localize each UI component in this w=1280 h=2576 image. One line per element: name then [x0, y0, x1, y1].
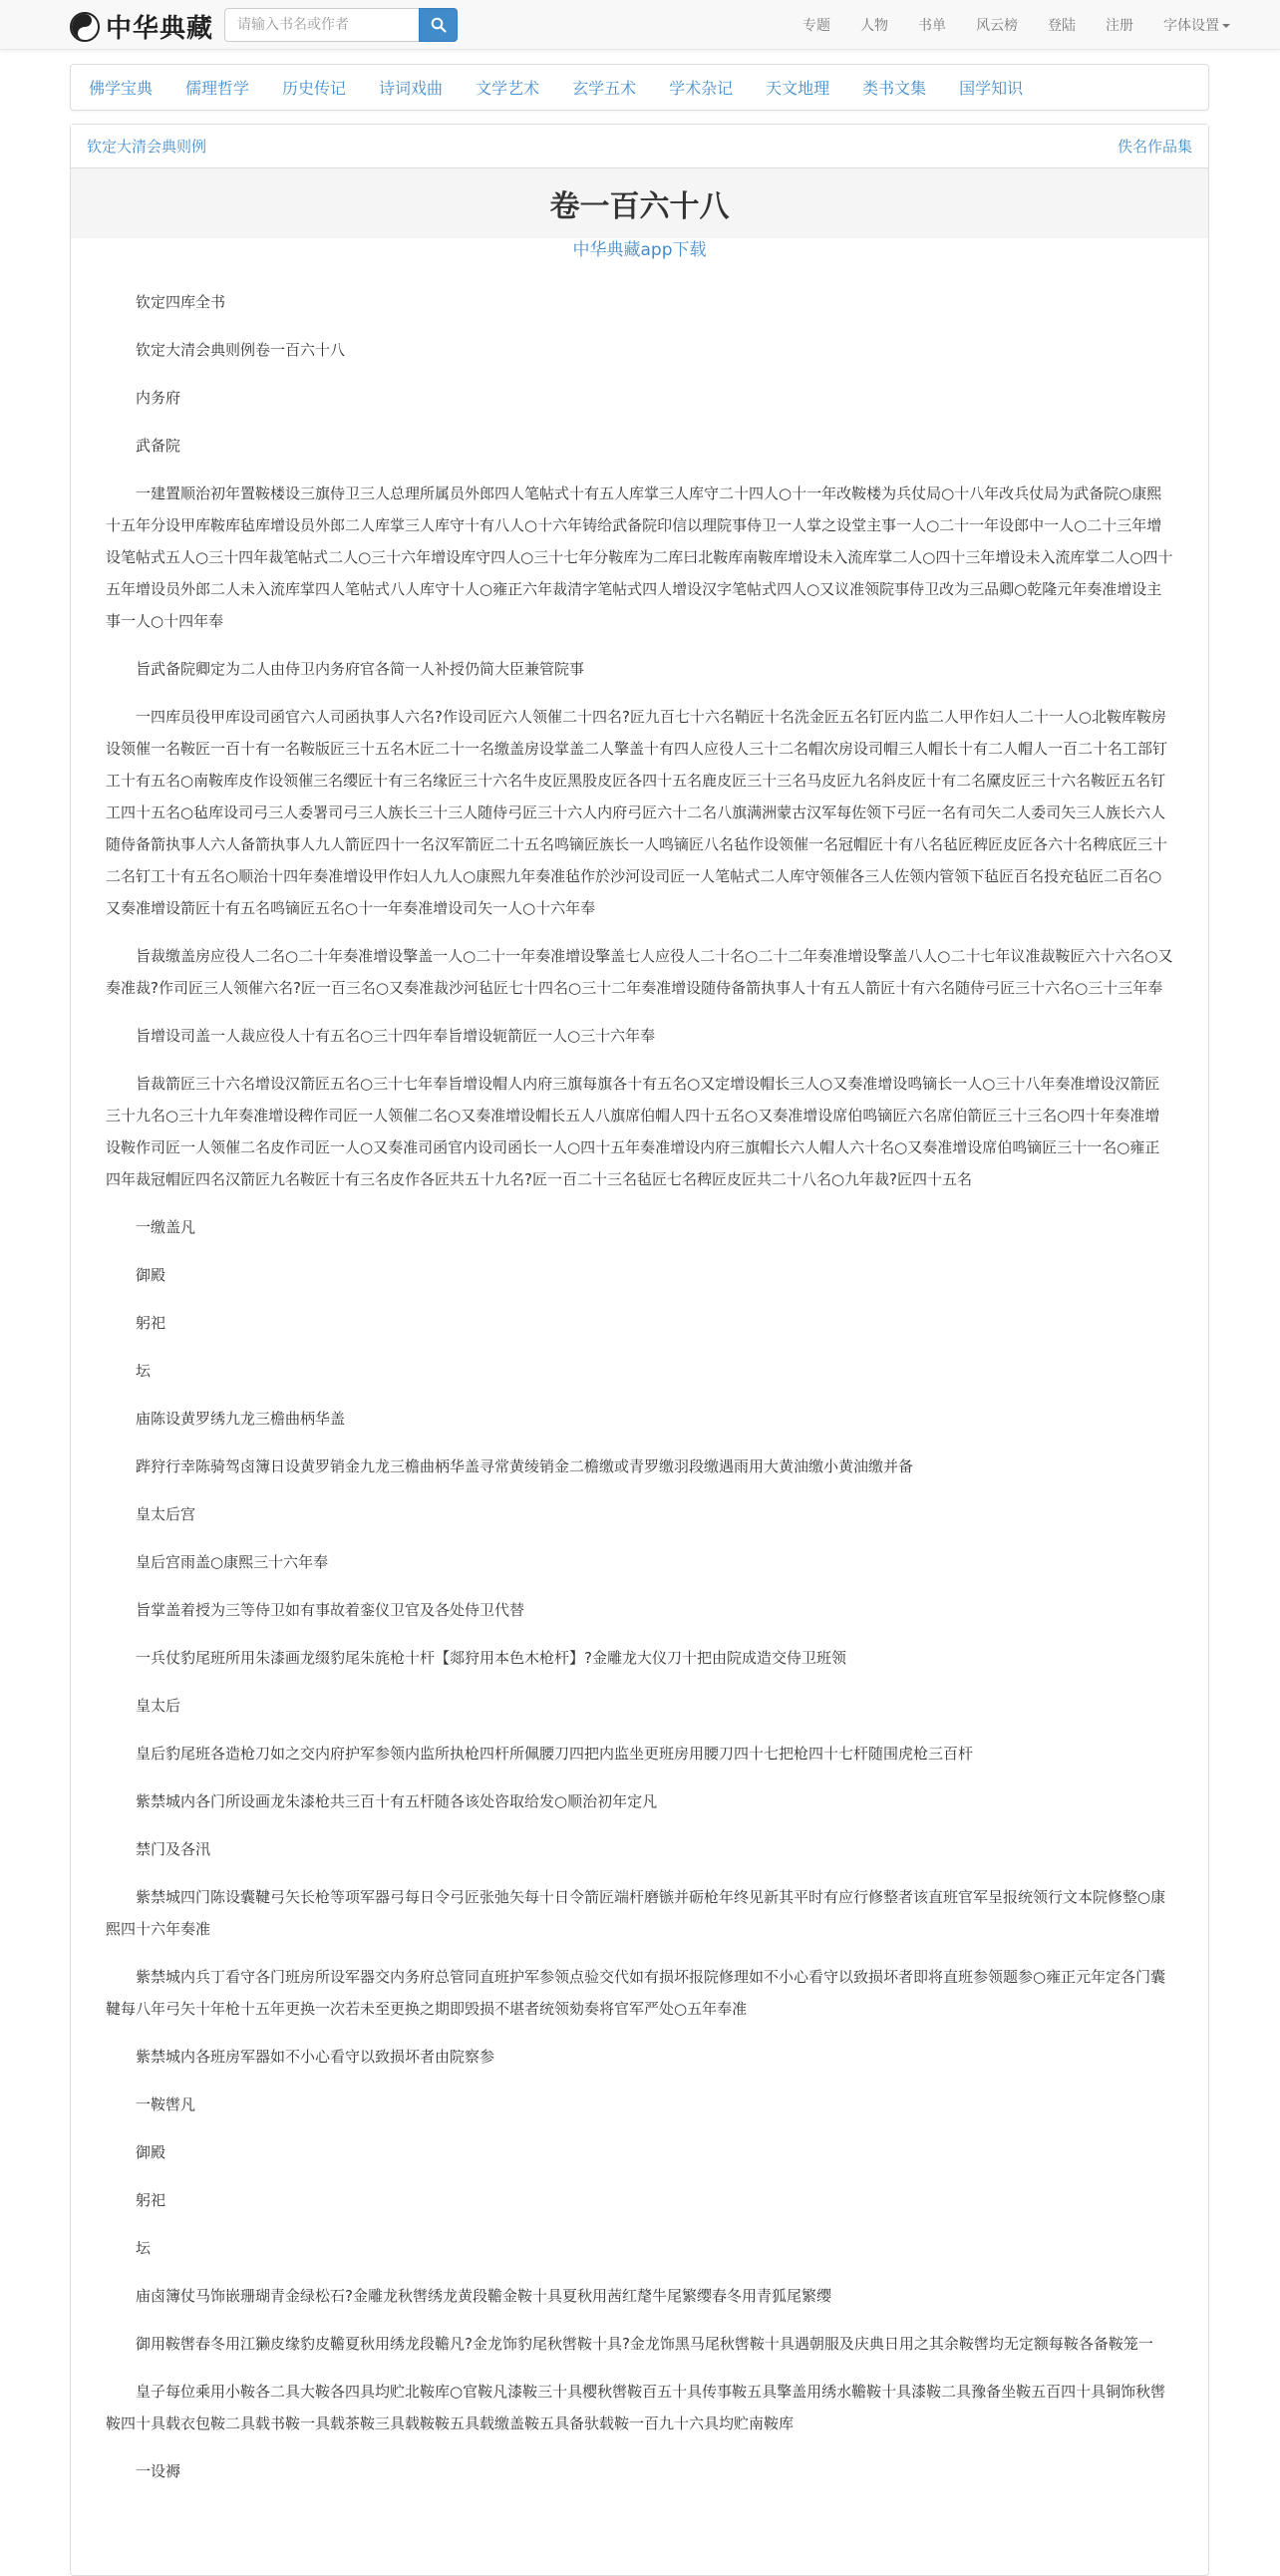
category-link[interactable]: 学术杂记 — [669, 79, 734, 98]
content-paragraph: 旨增设司盖一人裁应役人十有五名○三十四年奉旨增设轭箭匠一人○三十六年奉 — [136, 1027, 656, 1045]
search-button[interactable] — [419, 8, 458, 42]
content-paragraph: 皇太后 — [136, 1697, 181, 1715]
content-paragraph: 皇子每位乘用小鞍各二具大鞍各四具均贮北鞍库○官鞍凡漆鞍三十具樱秋辔鞍百五十具传事鞍五具擎盖用绣水韂鞍十具漆鞍二具豫备坐鞍五百四十具铜饰秋辔鞍四十具载衣包鞍二具载书鞍一具载茶鞍三具载鞍鞍五具载缴盖鞍五具备驮载鞍一百九十六具均贮南鞍库 — [106, 2383, 1166, 2432]
breadcrumb — [71, 125, 1208, 168]
content-paragraph: 一鞍辔凡 — [136, 2095, 196, 2113]
content-paragraph: 紫禁城内兵丁看守各门班房所设军器交内务府总管同直班护军参领点验交代如有损坏报院修理如不小心看守以致损坏者即将直班参领题参○雍正元年定各门囊鞬每八年弓矢十年枪十五年更换一次若未至更换之期即毁损不堪者统领劾奏将官军严处○五年奉准 — [106, 1968, 1166, 2018]
content-paragraph: 钦定四库全书 — [136, 293, 226, 311]
content-paragraph: 紫禁城内各门所设画龙朱漆枪共三百十有五杆随各该处咨取给发○顺治初年定凡 — [136, 1792, 658, 1810]
font-settings-dropdown[interactable] — [1163, 15, 1230, 35]
content-paragraph: 旨裁箭匠三十六名增设汉箭匠五名○三十七年奉旨增设帽人内府三旗每旗各十有五名○又定增设帽长三人○又奏准增设鸣镝长一人○三十八年奏准增设汉箭匠三十九名○三十九年奏准增设稗作司匠一人领催二名○又奏准增设帽长五人八旗席伯帽人四十五名○又奏准增设席伯鸣镝匠六名席伯箭匠三十三名○四十年奏准增设鞍作司匠一人领催二名皮作司匠一人○又奏准司函官内设司函长一人○四十五年奏准增设内府三旗帽长六人帽人六十名○又奏准增设席伯鸣镝匠三十一名○雍正四年裁冠帽匠四名汉箭匠九名鞍匠十有三名皮作各匠共五十九名?匠一百二十三名毡匠七名稗匠皮匠共二十八名○九年裁?匠四十五名 — [106, 1075, 1160, 1188]
content-paragraph: 武备院 — [136, 437, 181, 455]
content-paragraph: 紫禁城内各班房军器如不小心看守以致损坏者由院察参 — [136, 2048, 495, 2066]
category-link[interactable]: 玄学五术 — [572, 79, 637, 98]
caret-down-icon — [1222, 24, 1230, 28]
font-settings-label: 字体设置 — [1163, 18, 1219, 34]
app-download-link[interactable]: 中华典藏app下载 — [71, 238, 1208, 262]
content-paragraph: 一兵仗豹尾班所用朱漆画龙缀豹尾朱旄枪十杆【郯狩用本色木枪杆】?金雕龙大仪刀十把由院成造交侍卫班领 — [136, 1649, 846, 1667]
content-paragraph: 躬祀 — [136, 1314, 166, 1332]
content-paragraph: 紫禁城四门陈设囊鞬弓矢长枪等项军器弓每日令弓匠张弛矢每十日令箭匠端杆磨镞并砺枪年终见新其平时有应行修整者该直班官军呈报统领行文本院修整○康熙四十六年奏准 — [106, 1888, 1166, 1938]
nav-register[interactable]: 注册 — [1106, 18, 1133, 34]
search-icon — [431, 17, 447, 33]
site-logo[interactable] — [70, 8, 213, 45]
category-link[interactable]: 儒理哲学 — [185, 79, 250, 98]
chapter-title: 卷一百六十八 — [549, 189, 730, 224]
content-paragraph: 一四库员役甲库设司函官六人司函执事人六名?作设司匠六人领催二十四名?匠九百七十六名鞘匠十名洗金匠五名钉匠内监二人甲作妇人二十一人○北鞍库鞍房设领催一名鞍匠一百十有一名鞍版匠三十五名木匠二十一名缴盖房设掌盖二人擎盖十有四人应役人三十二名帽次房设司帽三人帽长十有二人帽人一百二十名工部钉工十有五名○南鞍库皮作设领催三名缨匠十有三名缘匠三十六名牛皮匠黑股皮匠各四十五名鹿皮匠三十三名马皮匠九名斜皮匠十有二名黡皮匠三十六名鞍匠五名钉工四十五名○毡库设司弓三人委署司弓三人族长三十三人随侍弓匠三十六人内府弓匠六十二名八旗满洲蒙古汉军每佐领下弓匠一名有司矢二人委司矢三人族长六人随侍备箭执事人六人备箭执事人九人箭匠四十一名汉军箭匠二十五名鸣镝匠族长一人鸣镝匠八名毡作设领催一名冠帽匠十有八名毡匠稗匠皮匠各六十名稗底匠三十二名钉工十有五名○顺治十四年奏准增设甲作妇人九人○康熙九年奏准毡作於沙河设司匠一人笔帖式二人库守领催各三人佐领内管领下毡匠百名投充毡匠二百名○又奏准增设箭匠十有五名鸣镝匠五名○十一年奏准增设司矢一人○十六年奉 — [106, 708, 1168, 917]
content-paragraph: 御殿 — [136, 2143, 166, 2161]
book-link[interactable]: 钦定大清会典则例 — [87, 138, 207, 156]
content-paragraph: 一建置顺治初年置鞍楼设三旗侍卫三人总理所属员外郎四人笔帖式十有五人库掌三人库守二十四人○十一年改鞍楼为兵仗局○十八年改兵仗局为武备院○康熙十五年分设甲库鞍库毡库增设员外郎二人库掌三人库守十有八人○十六年铸给武备院印信以理院事侍卫一人掌之设堂主事一人○二十一年设郎中一人○二十三年增设笔帖式五人○三十四年裁笔帖式二人○三十六年增设库守四人○三十七年分鞍库为二库曰北鞍库南鞍库增设未入流库掌二人○四十三年增设未入流库掌二人○四十五年增设员外郎二人未入流库掌四人笔帖式八人库守十人○雍正六年裁清字笔帖式四人增设汉字笔帖式四人○又议准领院事侍卫改为三品卿○乾隆元年奏准增设主事一人○十四年奉 — [106, 484, 1173, 630]
content-paragraph: 庙陈设黄罗绣九龙三檐曲柄华盖 — [136, 1410, 346, 1428]
top-navbar — [0, 0, 1280, 50]
category-link[interactable]: 诗词戏曲 — [379, 79, 444, 98]
nav-links — [773, 0, 1230, 50]
author-link[interactable]: 佚名作品集 — [1117, 138, 1192, 156]
site-name: 中华典藏 — [106, 14, 214, 44]
content-paragraph: 旨掌盖着授为三等侍卫如有事故着銮仪卫官及各处侍卫代替 — [136, 1601, 525, 1619]
yin-yang-icon — [70, 12, 100, 42]
search-input[interactable] — [224, 8, 419, 42]
category-link[interactable]: 佛学宝典 — [89, 79, 154, 98]
content-paragraph: 坛 — [136, 2239, 152, 2257]
title-area — [71, 168, 1208, 238]
chapter-panel — [70, 124, 1209, 2576]
content-paragraph: 钦定大清会典则例卷一百六十八 — [136, 341, 346, 359]
content-paragraph: 跸狩行幸陈骑驾卤簿日设黄罗销金九龙三檐曲柄华盖寻常黄绫销金二檐缴或青罗缴羽段缴遇雨用大黄油缴小黄油缴并备 — [136, 1457, 914, 1475]
content-paragraph: 禁门及各汛 — [136, 1840, 211, 1858]
content-paragraph: 皇后宫雨盖○康熙三十六年奉 — [136, 1553, 329, 1571]
content-paragraph: 坛 — [136, 1362, 152, 1380]
category-link[interactable]: 国学知识 — [959, 79, 1024, 98]
nav-rankings[interactable]: 风云榜 — [976, 18, 1018, 34]
content-paragraph: 旨武备院卿定为二人由侍卫内务府官各简一人补授仍简大臣兼管院事 — [136, 660, 585, 678]
content-paragraph: 一设褥 — [136, 2462, 181, 2480]
nav-booklists[interactable]: 书单 — [918, 18, 946, 34]
category-link[interactable]: 类书文集 — [862, 79, 927, 98]
content-paragraph: 庙卤簿仗马饰嵌珊瑚青金绿松石?金雕龙秋辔绣龙黄段韂金鞍十具夏秋用茜红氂牛尾繁缨春冬用青狐尾繁缨 — [136, 2287, 831, 2305]
category-link[interactable]: 天文地理 — [766, 79, 830, 98]
chapter-content — [71, 262, 1208, 2487]
content-paragraph: 内务府 — [136, 389, 181, 407]
content-paragraph: 御殿 — [136, 1266, 166, 1284]
content-paragraph: 御用鞍辔春冬用江獭皮缘豹皮韂夏秋用绣龙段韂凡?金龙饰豹尾秋辔鞍十具?金龙饰黑马尾秋辔鞍十具遇朝服及庆典日用之其余鞍辔均无定额每鞍各备鞍笼一 — [136, 2335, 1153, 2353]
category-link[interactable]: 文学艺术 — [476, 79, 540, 98]
content-paragraph: 一缴盖凡 — [136, 1218, 196, 1236]
nav-people[interactable]: 人物 — [860, 18, 888, 34]
category-link[interactable]: 历史传记 — [282, 79, 347, 98]
content-paragraph: 躬祀 — [136, 2191, 166, 2209]
content-paragraph: 皇太后宫 — [136, 1505, 196, 1523]
category-bar — [70, 64, 1209, 111]
content-paragraph: 旨裁缴盖房应役人二名○二十年奏准增设擎盖一人○二十一年奏准增设擎盖七人应役人二十名○二十二年奏准增设擎盖八人○二十七年议准裁鞍匠六十六名○又奏准裁?作司匠三人领催六名?匠一百三名○又奏准裁沙河毡匠七十四名○三十二年奏准增设随侍备箭执事人十有五人箭匠十有六名随侍弓匠三十六名○三十三年奉 — [106, 947, 1173, 997]
content-paragraph: 皇后豹尾班各造枪刀如之交内府护军参领内监所执枪四杆所佩腰刀四把内监坐更班房用腰刀四十七把枪四十七杆随围虎枪三百杆 — [136, 1745, 974, 1763]
nav-topics[interactable]: 专题 — [802, 18, 830, 34]
nav-login[interactable]: 登陆 — [1048, 18, 1076, 34]
